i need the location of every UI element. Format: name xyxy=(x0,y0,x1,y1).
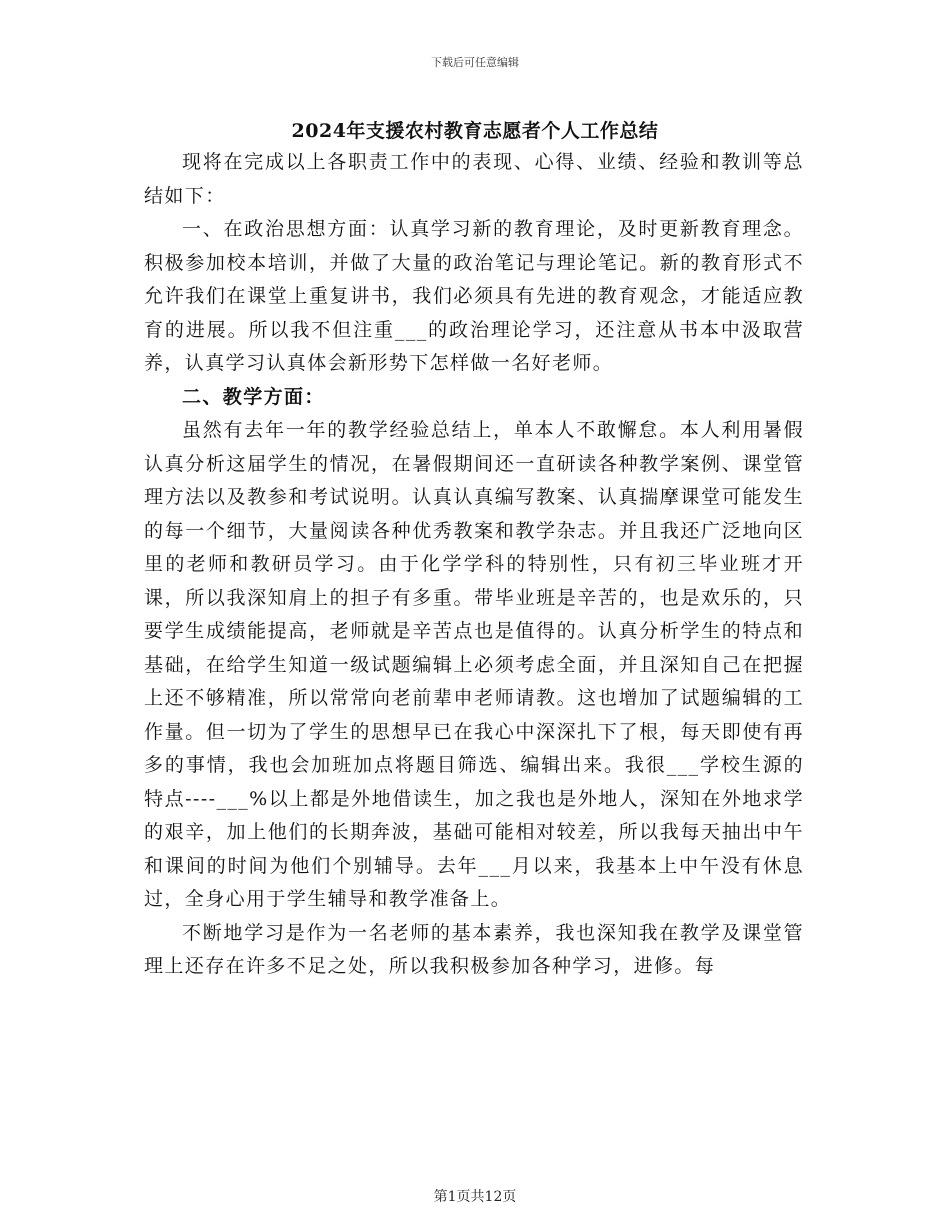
page-number: 第1页共12页 xyxy=(433,1189,517,1205)
header-note: 下载后可任意编辑 xyxy=(431,56,519,69)
document-body xyxy=(144,146,804,984)
paragraph-intro: 现将在完成以上各职责工作中的表现、心得、业绩、经验和教训等总结如下： xyxy=(144,151,804,207)
paragraph-learning: 不断地学习是作为一名老师的基本素养，我也深知我在教学及课堂管理上还存在许多不足之处，所以我积极参加各种学习，进修。每 xyxy=(144,921,804,977)
paragraph-political: 一、在政治思想方面：认真学习新的教育理论，及时更新教育理念。积极参加校本培训，并做了大量的政治笔记与理论笔记。新的教育形式不允许我们在课堂上重复讲书，我们必须具有先进的教育观念，才能适应教育的进展。所以我不但注重___的政治理论学习，还注意从书本中汲取营养，认真学习认真体会新形势下怎样做一名好老师。 xyxy=(144,218,804,374)
paragraph-teaching: 虽然有去年一年的教学经验总结上，单本人不敢懈怠。本人利用暑假认真分析这届学生的情况，在暑假期间还一直研读各种教学案例、课堂管理方法以及教参和考试说明。认真认真编写教案、认真揣摩课堂可能发生的每一个细节，大量阅读各种优秀教案和教学杂志。并且我还广泛地向区里的老师和教研员学习。由于化学学科的特别性，只有初三毕业班才开课，所以我深知肩上的担子有多重。带毕业班是辛苦的，也是欢乐的，只要学生成绩能提高，老师就是辛苦点也是值得的。认真分析学生的特点和基础，在给学生知道一级试题编辑上必须考虑全面，并且深知自己在把握上还不够精准，所以常常向老前辈申老师请教。这也增加了试题编辑的工作量。但一切为了学生的思想早已在我心中深深扎下了根，每天即使有再多的事情，我也会加班加点将题目筛选、编辑出来。我很___学校生源的特点----___%以上都是外地借读生，加之我也是外地人，深知在外地求学的艰辛，加上他们的长期奔波，基础可能相对较差，所以我每天抽出中午和课间的时间为他们个别辅导。去年___月以来，我基本上中午没有休息过，全身心用于学生辅导和教学准备上。 xyxy=(144,419,804,910)
section-heading-teaching: 二、教学方面： xyxy=(182,385,325,408)
document-title: 2024年支援农村教育志愿者个人工作总结 xyxy=(291,120,659,142)
